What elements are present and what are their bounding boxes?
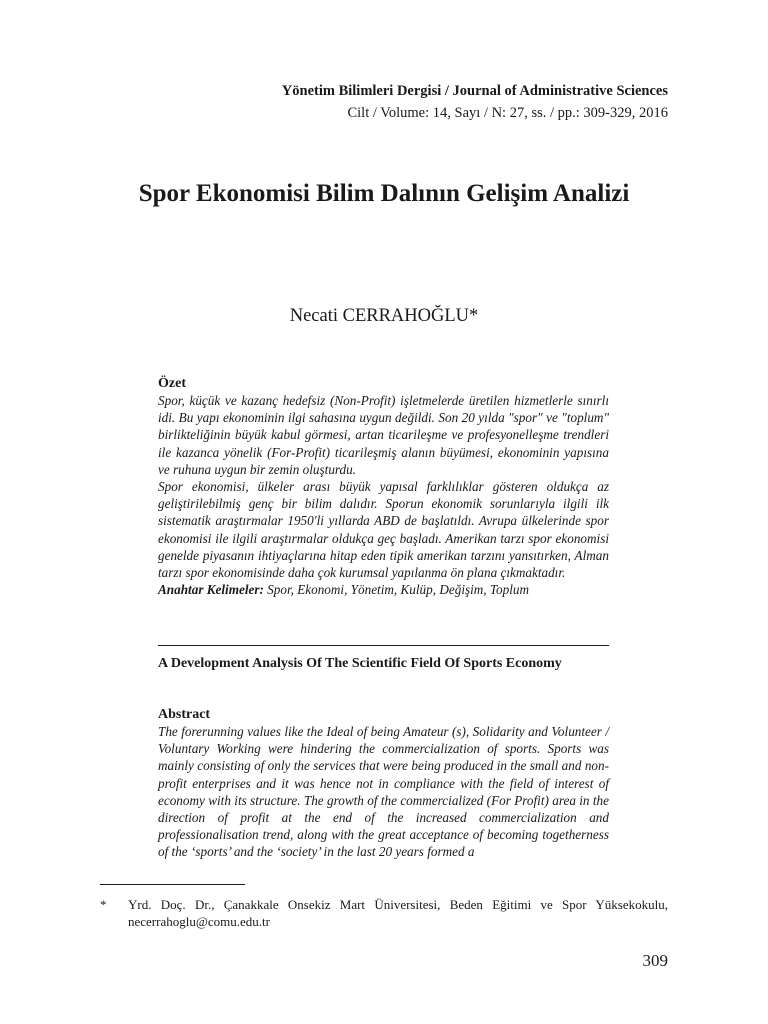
journal-name: Yönetim Bilimleri Dergisi / Journal of Administrative Sciences	[281, 83, 668, 99]
article-author: Necati CERRAHOĞLU*	[289, 306, 479, 326]
ozet-keywords	[158, 581, 609, 598]
page-number: 309	[642, 951, 668, 970]
footnote-mark: *	[100, 897, 107, 912]
journal-volume-info: Cilt / Volume: 14, Sayı / N: 27, ss. / pp.: 309-329, 2016	[347, 105, 668, 121]
footnote-rule	[100, 884, 245, 885]
english-title: A Development Analysis Of The Scientific Field Of Sports Economy	[158, 656, 562, 671]
ozet-heading: Özet	[158, 376, 186, 391]
abstract-heading: Abstract	[158, 707, 211, 722]
section-divider	[158, 645, 609, 646]
abstract-paragraph: The forerunning values like the Ideal of being Amateur (s), Solidarity and Volunteer / Voluntary Working were hindering the commercialization of sports. Sports was mainly consisting of only the services that were being produced in the small and non-profit enterprises and it was hence not in compliance with the field of interest of economy with its structure. The growth of the commercialized (For Profit) area in the direction of profit at the end of the increased commercialization and professionalisation trend, along with the great acceptance of becoming togetherness of the ‘sports’ and the ‘society’ in the last 20 years formed a	[158, 724, 609, 860]
ozet-paragraph-1: Spor, küçük ve kazanç hedefsiz (Non-Profit) işletmelerde üretilen hizmetlerle sınırlı idi. Bu yapı ekonominin ilgi sahasına uygun değildi. Son 20 yılda "spor" ve "toplum" birlikteliğinin büyük kabul görmesi, artan ticarileşme ve profesyonelleşme trendleri ile kazanca yönelik (For-Profit) ticarileşmiş alanın büyümesi, ekonominin yapısına ve ruhuna uygun bir zemin oluşturdu.	[158, 393, 609, 477]
article-title: Spor Ekonomisi Bilim Dalının Gelişim Analizi	[138, 180, 630, 207]
footnote-text: Yrd. Doç. Dr., Çanakkale Onsekiz Mart Üniversitesi, Beden Eğitimi ve Spor Yüksekokulu, necerrahoglu@comu.edu.tr	[128, 897, 668, 929]
keywords-text: Spor, Ekonomi, Yönetim, Kulüp, Değişim, Toplum	[267, 582, 529, 598]
ozet-paragraph-2: Spor ekonomisi, ülkeler arası büyük yapısal farklılıklar gösteren oldukça az geliştirilebilmiş genç bir bilim dalıdır. Sporun ekonomik sorunlarıyla ilgili ilk sistematik araştırmalar 1950'li yıllarda ABD de başlatıldı. Avrupa ülkelerinde spor ekonomisi ile ilgili araştırmalar oldukça geç başladı. Amerikan tarzı spor ekonomisi genelde piyasanın ihtiyaçlarına hitap eden tipik amerikan tarzını yansıtırken, Alman tarzı spor ekonomisinde daha çok kurumsal yapılanma ön plana çıkmaktadır.	[158, 479, 609, 581]
abstract-section	[158, 706, 609, 861]
journal-header	[282, 80, 668, 124]
ozet-section	[158, 375, 609, 598]
footnote	[100, 896, 668, 930]
keywords-label: Anahtar Kelimeler:	[158, 582, 264, 598]
